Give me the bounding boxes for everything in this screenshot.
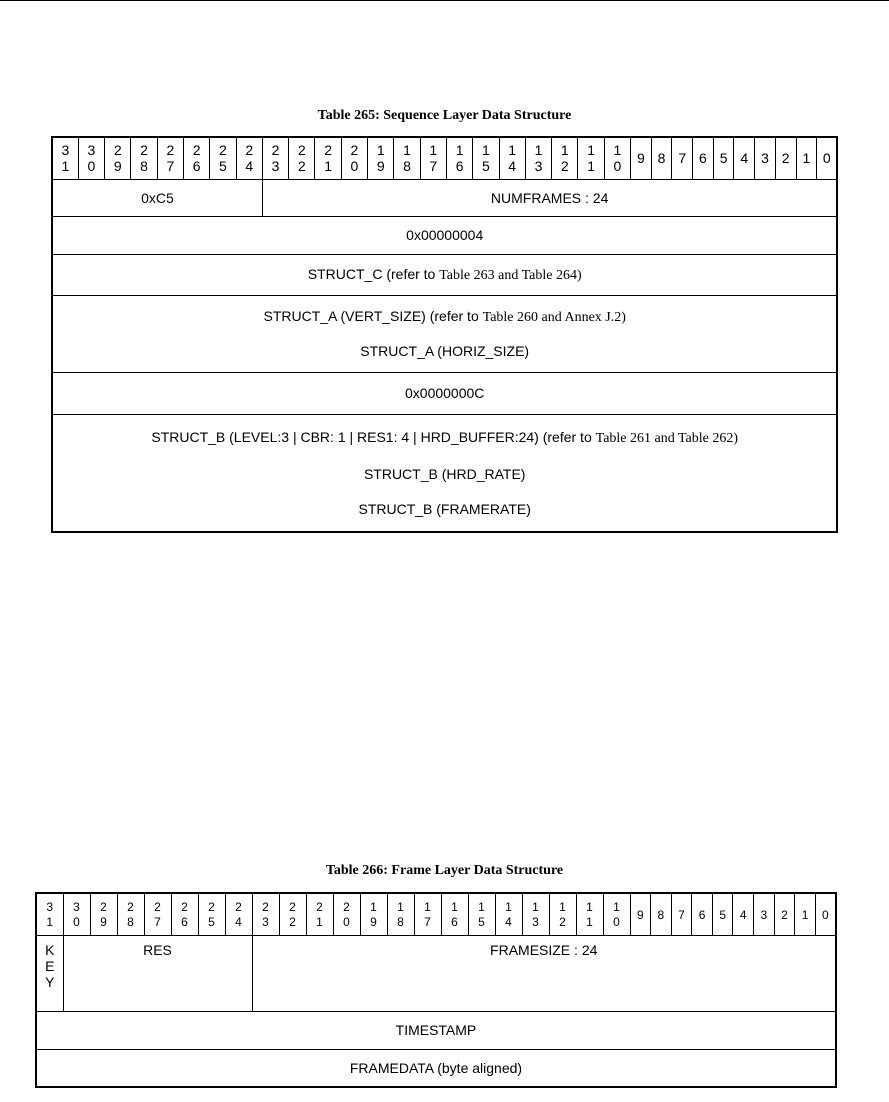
- bit-number-cell: [671, 893, 692, 935]
- bit-number-cell: [279, 893, 306, 935]
- bit-number-digit: 1: [559, 900, 566, 915]
- key-field: [36, 935, 63, 1011]
- bit-number-cell: [289, 137, 315, 179]
- bit-number-cell: [157, 137, 183, 179]
- bit-number-cell: [236, 137, 262, 179]
- key-letter: K: [45, 941, 55, 958]
- bit-number-cell: [815, 893, 836, 935]
- bit-number-digit: 0: [350, 158, 359, 175]
- bit-number-digit: 0: [822, 907, 829, 922]
- bit-number-digit: 1: [478, 900, 485, 915]
- sequence-start-code: 0xC5: [52, 179, 262, 216]
- bit-number-digit: 6: [451, 915, 458, 930]
- bit-number-digit: 0: [87, 158, 96, 175]
- bit-number-digit: 7: [429, 158, 438, 175]
- bit-number-digit: 4: [508, 158, 517, 175]
- bit-number-digit: 8: [397, 915, 404, 930]
- bit-number-cell: [495, 893, 522, 935]
- bit-number-digit: 7: [678, 907, 685, 922]
- bit-number-digit: 0: [343, 915, 350, 930]
- bit-number-digit: 3: [532, 915, 539, 930]
- bit-number-digit: 3: [262, 915, 269, 930]
- bit-number-digit: 1: [451, 900, 458, 915]
- bit-number-cell: [368, 137, 394, 179]
- bit-number-digit: 2: [297, 158, 306, 175]
- framesize-field: FRAMESIZE : 24: [252, 935, 836, 1011]
- bit-number-digit: 6: [192, 158, 201, 175]
- bit-number-digit: 1: [532, 900, 539, 915]
- bit-number-digit: 3: [61, 142, 70, 159]
- bit-number-cell: [78, 137, 104, 179]
- bit-number-cell: [796, 137, 817, 179]
- bit-number-digit: 2: [154, 900, 161, 915]
- struct-a-field: [52, 295, 837, 372]
- bit-number-digit: 2: [219, 142, 227, 159]
- bit-number-digit: 9: [100, 915, 107, 930]
- bit-number-cell: [817, 137, 838, 179]
- bit-number-digit: 3: [73, 900, 80, 915]
- bit-number-digit: 1: [424, 900, 431, 915]
- bit-number-digit: 2: [271, 142, 280, 159]
- bit-number-cell: [468, 893, 495, 935]
- bit-number-digit: 2: [289, 915, 296, 930]
- bit-number-digit: 8: [403, 158, 411, 175]
- bit-number-digit: 7: [424, 915, 431, 930]
- bit-number-cell: [131, 137, 157, 179]
- bit-number-cell: [171, 893, 198, 935]
- bit-number-digit: 2: [127, 900, 134, 915]
- bit-number-digit: 1: [397, 900, 404, 915]
- bit-number-cell: [733, 893, 754, 935]
- bit-number-digit: 8: [127, 915, 134, 930]
- struct-c-field: [52, 254, 837, 295]
- bit-number-cell: [631, 137, 652, 179]
- bit-number-cell: [252, 893, 279, 935]
- bit-number-digit: 2: [781, 907, 788, 922]
- bit-number-digit: 6: [698, 907, 706, 922]
- bit-number-cell: [90, 893, 117, 935]
- key-letter: Y: [45, 973, 55, 990]
- bit-number-digit: 8: [657, 907, 665, 922]
- bit-number-cell: [549, 893, 576, 935]
- bit-number-digit: 2: [289, 900, 296, 915]
- bit-number-cell: [604, 137, 630, 179]
- struct-b-hrd-rate: STRUCT_B (HRD_RATE): [363, 465, 526, 482]
- bit-number-cell: [576, 893, 603, 935]
- bit-number-digit: 4: [245, 158, 254, 175]
- bit-number-cell: [713, 137, 734, 179]
- bit-number-digit: 1: [560, 142, 569, 159]
- bit-number-digit: 1: [482, 142, 490, 159]
- bit-number-digit: 1: [429, 142, 438, 159]
- bit-number-cell: [774, 893, 795, 935]
- bit-number-digit: 9: [636, 150, 645, 167]
- bit-number-digit: 1: [613, 900, 620, 915]
- bit-number-cell: [105, 137, 131, 179]
- bit-number-digit: 7: [166, 158, 175, 175]
- bit-number-digit: 2: [781, 150, 790, 167]
- bit-number-cell: [333, 893, 360, 935]
- bit-number-cell: [420, 137, 446, 179]
- struct-b-ref: (refer to: [538, 428, 596, 445]
- numframes-field: NUMFRAMES : 24: [262, 179, 837, 216]
- bit-number-digit: 5: [719, 150, 728, 167]
- bit-number-digit: 6: [455, 158, 464, 175]
- bit-number-digit: 1: [316, 915, 323, 930]
- bit-number-digit: 2: [235, 900, 242, 915]
- bit-number-cell: [692, 893, 713, 935]
- bit-number-cell: [262, 137, 288, 179]
- bit-number-digit: 3: [46, 900, 54, 915]
- bit-number-cell: [52, 137, 78, 179]
- bit-number-cell: [651, 893, 672, 935]
- bit-number-cell: [755, 137, 776, 179]
- table-row: [52, 372, 837, 414]
- struct-b-bitfields: STRUCT_B (LEVEL:3 | CBR: 1 | RES1: 4 | HRD_BUFFER:24): [151, 428, 539, 445]
- bit-number-cell: [552, 137, 578, 179]
- bit-number-digit: 2: [560, 158, 569, 175]
- bit-number-digit: 2: [181, 900, 188, 915]
- bit-header-row: [52, 137, 837, 179]
- sequence-layer-table: [51, 136, 838, 533]
- table-266-caption: Table 266: Frame Layer Data Structure: [325, 863, 564, 878]
- bit-number-digit: 4: [505, 915, 512, 930]
- bit-number-digit: 8: [140, 158, 148, 175]
- bit-number-digit: 5: [478, 915, 485, 930]
- bit-number-cell: [360, 893, 387, 935]
- bit-number-digit: 9: [370, 915, 377, 930]
- bit-number-digit: 1: [587, 158, 595, 175]
- bit-number-cell: [775, 137, 796, 179]
- bit-number-digit: 9: [376, 158, 385, 175]
- bit-number-digit: 8: [657, 150, 666, 167]
- bit-number-digit: 7: [154, 915, 161, 930]
- bit-number-cell: [522, 893, 549, 935]
- table-row: [52, 414, 837, 532]
- bit-number-digit: 1: [403, 142, 411, 159]
- bit-number-cell: [210, 137, 236, 179]
- bit-number-digit: 1: [534, 142, 543, 159]
- struct-c-label: STRUCT_C: [307, 265, 383, 282]
- bit-number-digit: 5: [208, 915, 215, 930]
- bit-number-digit: 0: [822, 150, 831, 167]
- struct-a-ref-tables: Table 260 and Annex J.2): [482, 310, 626, 325]
- struct-a-ref: (refer to: [425, 308, 483, 324]
- bit-number-digit: 2: [297, 142, 306, 159]
- bit-number-digit: 2: [140, 142, 148, 159]
- bit-number-digit: 4: [739, 907, 747, 922]
- bit-number-cell: [306, 893, 333, 935]
- struct-a-horiz-size: STRUCT_A (HORIZ_SIZE): [360, 343, 530, 359]
- bit-number-digit: 2: [100, 900, 107, 915]
- table-row: [36, 1011, 836, 1049]
- bit-number-digit: 3: [760, 907, 768, 922]
- bit-number-digit: 2: [192, 142, 201, 159]
- res-field: RES: [63, 935, 252, 1011]
- struct-b-size: 0x0000000C: [52, 372, 837, 414]
- bit-number-digit: 1: [613, 142, 622, 159]
- bit-number-digit: 4: [740, 150, 749, 167]
- bit-number-digit: 1: [586, 915, 593, 930]
- bit-number-cell: [603, 893, 630, 935]
- bit-number-digit: 1: [801, 907, 809, 922]
- bit-number-digit: 1: [505, 900, 512, 915]
- struct-b-framerate: STRUCT_B (FRAMERATE): [358, 500, 531, 517]
- frame-layer-table: [35, 892, 837, 1088]
- bit-number-digit: 2: [316, 900, 323, 915]
- bit-number-digit: 1: [376, 142, 385, 159]
- bit-number-cell: [446, 137, 472, 179]
- bit-number-cell: [315, 137, 341, 179]
- bit-number-digit: 9: [113, 158, 122, 175]
- bit-number-digit: 6: [699, 150, 707, 167]
- header-rule: [0, 0, 889, 1]
- bit-number-digit: 1: [586, 900, 593, 915]
- bit-number-digit: 3: [87, 142, 96, 159]
- bit-number-digit: 2: [350, 142, 359, 159]
- key-letter: E: [45, 957, 55, 974]
- bit-number-cell: [651, 137, 672, 179]
- bit-number-digit: 2: [245, 142, 254, 159]
- bit-number-digit: 2: [559, 915, 566, 930]
- bit-number-digit: 3: [761, 150, 769, 167]
- bit-number-digit: 1: [46, 915, 54, 930]
- bit-number-cell: [712, 893, 733, 935]
- bit-number-cell: [414, 893, 441, 935]
- bit-number-digit: 5: [719, 907, 727, 922]
- bit-number-digit: 4: [235, 915, 242, 930]
- bit-number-digit: 5: [482, 158, 490, 175]
- bit-number-cell: [394, 137, 420, 179]
- bit-number-digit: 2: [262, 900, 269, 915]
- bit-number-cell: [198, 893, 225, 935]
- struct-c-size: 0x00000004: [52, 216, 837, 254]
- table-265-caption: Table 265: Sequence Layer Data Structure: [317, 108, 572, 123]
- bit-number-digit: 0: [73, 915, 80, 930]
- struct-a-vert-size: STRUCT_A (VERT_SIZE): [263, 308, 426, 324]
- struct-b-ref-tables: Table 261 and Table 262): [595, 430, 739, 446]
- bit-number-cell: [754, 893, 775, 935]
- bit-number-cell: [341, 137, 367, 179]
- bit-number-cell: [36, 893, 63, 935]
- table-row: [52, 179, 837, 216]
- table-row: [52, 216, 837, 254]
- bit-number-digit: 1: [455, 142, 464, 159]
- bit-number-cell: [630, 893, 651, 935]
- bit-number-digit: 2: [166, 142, 175, 159]
- bit-number-cell: [672, 137, 693, 179]
- bit-number-digit: 3: [534, 158, 543, 175]
- timestamp-field: TIMESTAMP: [36, 1011, 836, 1049]
- bit-number-cell: [387, 893, 414, 935]
- table-row: [36, 1049, 836, 1087]
- bit-number-digit: 1: [508, 142, 517, 159]
- bit-number-digit: 1: [587, 142, 595, 159]
- bit-number-cell: [144, 893, 171, 935]
- bit-number-cell: [734, 137, 755, 179]
- bit-number-cell: [225, 893, 252, 935]
- bit-number-cell: [117, 893, 144, 935]
- bit-number-cell: [499, 137, 525, 179]
- bit-number-digit: 7: [678, 150, 687, 167]
- bit-number-digit: 9: [636, 907, 644, 922]
- table-row: [52, 254, 837, 295]
- bit-number-digit: 0: [613, 158, 622, 175]
- bit-number-cell: [63, 893, 90, 935]
- bit-number-digit: 1: [324, 158, 333, 175]
- bit-number-digit: 1: [802, 150, 811, 167]
- bit-number-digit: 2: [208, 900, 215, 915]
- bit-number-digit: 6: [181, 915, 188, 930]
- bit-number-digit: 2: [324, 142, 333, 159]
- bit-number-digit: 2: [343, 900, 350, 915]
- table-row: [52, 295, 837, 372]
- bit-number-cell: [183, 137, 209, 179]
- table-row: [36, 935, 836, 1011]
- bit-number-digit: 1: [61, 158, 70, 175]
- bit-number-digit: 0: [613, 915, 620, 930]
- bit-number-cell: [693, 137, 714, 179]
- struct-c-ref-tables: Table 263 and Table 264): [439, 267, 582, 283]
- bit-number-digit: 3: [271, 158, 280, 175]
- framedata-field: FRAMEDATA (byte aligned): [36, 1049, 836, 1087]
- bit-number-cell: [578, 137, 604, 179]
- bit-number-cell: [795, 893, 816, 935]
- bit-number-digit: 2: [113, 142, 122, 159]
- struct-b-field: [52, 414, 837, 532]
- bit-header-row: [36, 893, 836, 935]
- bit-number-cell: [473, 137, 499, 179]
- bit-number-digit: 1: [370, 900, 377, 915]
- bit-number-cell: [441, 893, 468, 935]
- struct-c-ref: (refer to: [386, 265, 440, 282]
- bit-number-digit: 5: [219, 158, 227, 175]
- bit-number-cell: [525, 137, 551, 179]
